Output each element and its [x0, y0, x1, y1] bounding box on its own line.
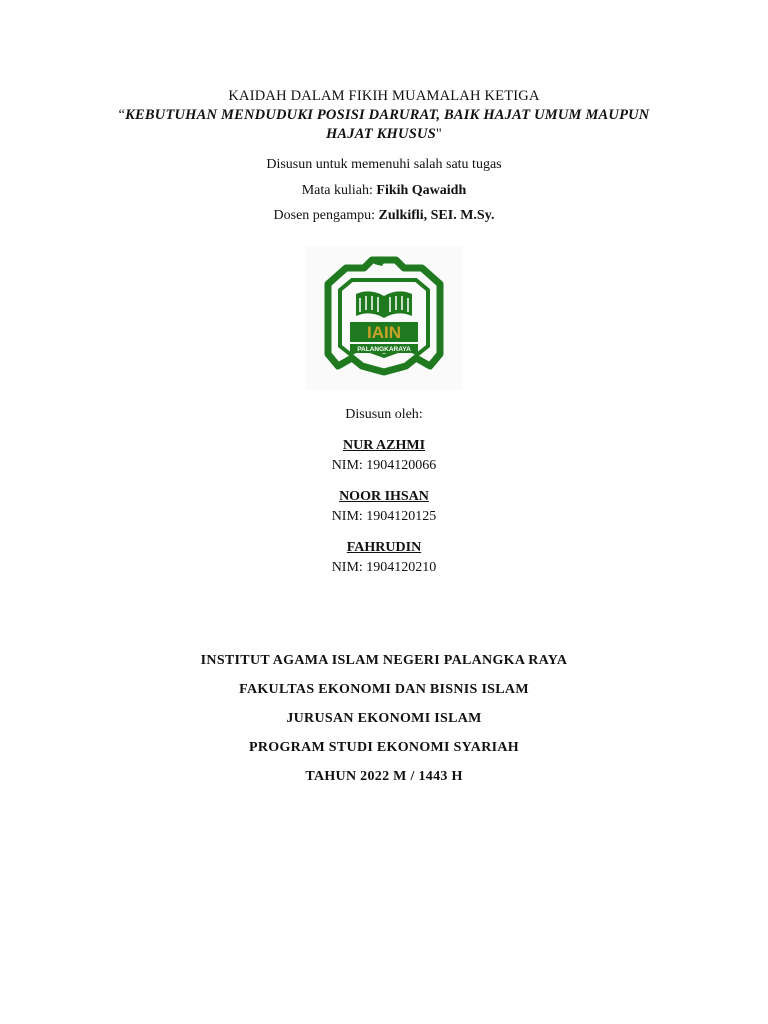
iain-logo	[306, 246, 462, 390]
institution-name: INSTITUT AGAMA ISLAM NEGERI PALANGKA RAYA	[200, 653, 568, 668]
program-name: PROGRAM STUDI EKONOMI SYARIAH	[249, 740, 519, 755]
subtitle-text-line1: KEBUTUHAN MENDUDUKI POSISI DARURAT, BAIK HAJAT UMUM MAUPUN	[125, 107, 650, 123]
subtitle-text-line2: HAJAT KHUSUS	[325, 126, 436, 142]
logo-subtext: PALANGKARAYA	[357, 346, 411, 353]
department-name: JURUSAN EKONOMI ISLAM	[286, 711, 482, 726]
logo-text: IAIN	[367, 323, 401, 342]
faculty-name: FAKULTAS EKONOMI DAN BISNIS ISLAM	[239, 682, 529, 697]
course-label: Mata kuliah:	[301, 183, 377, 198]
author-name-3: FAHRUDIN	[346, 540, 422, 555]
document-title: KAIDAH DALAM FIKIH MUAMALAH KETIGA	[228, 88, 540, 104]
course-line	[0, 182, 768, 200]
document-subtitle-line1	[0, 106, 768, 124]
lecturer-line	[0, 207, 768, 225]
author-nim-3: NIM: 1904120210	[331, 560, 437, 575]
close-quote: "	[435, 126, 443, 142]
author-name-1: NUR AZHMI	[342, 438, 426, 453]
course-value: Fikih Qawaidh	[376, 183, 467, 198]
academic-year: TAHUN 2022 M / 1443 H	[305, 769, 463, 784]
lecturer-value: Zulkifli, SEI. M.Sy.	[378, 208, 495, 223]
author-nim-2: NIM: 1904120125	[331, 509, 437, 524]
author-name-2: NOOR IHSAN	[339, 489, 429, 504]
lecturer-label: Dosen pengampu:	[273, 208, 379, 223]
author-nim-1: NIM: 1904120066	[331, 458, 437, 473]
authors-label: Disusun oleh:	[345, 407, 423, 422]
iain-logo-emblem	[306, 246, 462, 390]
document-subtitle-line2	[0, 125, 768, 143]
assignment-intro: Disusun untuk memenuhi salah satu tugas	[266, 157, 502, 172]
open-quote: “	[118, 107, 126, 123]
